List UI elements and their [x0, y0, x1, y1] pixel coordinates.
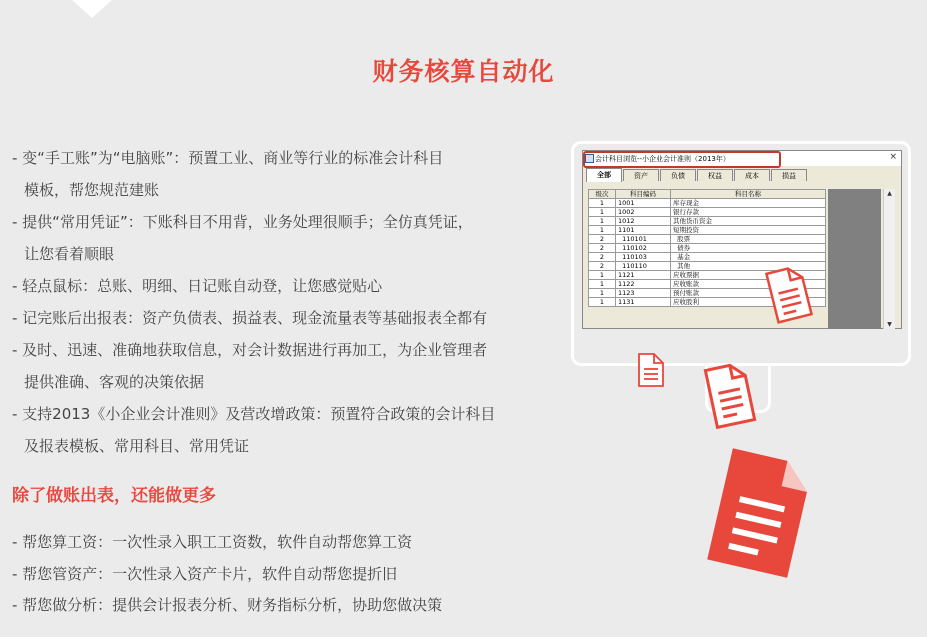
document-icon — [705, 448, 815, 578]
feature-list — [12, 142, 552, 462]
table-cell: 应收账款 — [671, 280, 826, 289]
feature-item — [12, 206, 552, 270]
tab-3[interactable]: 权益 — [697, 169, 733, 181]
table-cell: 基金 — [671, 253, 826, 262]
extra-feature-list — [12, 527, 442, 622]
document-icon — [764, 263, 814, 325]
feature-item — [12, 270, 552, 302]
column-header: 科目名称 — [671, 190, 826, 199]
app-window — [582, 150, 902, 329]
table-cell: 2 — [589, 235, 616, 244]
table-cell: 1 — [589, 226, 616, 235]
table-cell: 1123 — [616, 289, 671, 298]
table-cell: 其他 — [671, 262, 826, 271]
document-icon — [636, 352, 666, 388]
table-cell: 1002 — [616, 208, 671, 217]
table-cell: 1 — [589, 199, 616, 208]
table-cell: 110103 — [616, 253, 671, 262]
close-icon[interactable]: × — [889, 152, 897, 162]
title-highlight — [583, 151, 781, 168]
table-cell: 1 — [589, 271, 616, 280]
feature-item — [12, 302, 552, 334]
column-header: 科目编码 — [616, 190, 671, 199]
table-cell: 1 — [589, 298, 616, 307]
table-cell: 2 — [589, 244, 616, 253]
empty-panel — [828, 189, 881, 329]
table-cell: 股票 — [671, 235, 826, 244]
table-cell: 应收股利 — [671, 298, 826, 307]
feature-line: - 轻点鼠标：总账、明细、日记账自动登，让您感觉贴心 — [12, 277, 383, 295]
table-cell: 110102 — [616, 244, 671, 253]
table-cell: 1122 — [616, 280, 671, 289]
top-notch — [72, 0, 112, 18]
extra-feature-item: - 帮您管资产：一次性录入资产卡片，软件自动帮您提折旧 — [12, 564, 398, 583]
table-row[interactable] — [589, 244, 826, 253]
table-cell: 1131 — [616, 298, 671, 307]
feature-line: 让您看着顺眼 — [24, 245, 115, 263]
table-cell: 1121 — [616, 271, 671, 280]
window-title: 会计科目浏览--小企业会计准则（2013年） — [595, 155, 730, 163]
table-row[interactable] — [589, 226, 826, 235]
table-cell: 其他货币资金 — [671, 217, 826, 226]
table-cell: 1101 — [616, 226, 671, 235]
table-cell: 预付账款 — [671, 289, 826, 298]
feature-line: - 变“手工账”为“电脑账”：预置工业、商业等行业的标准会计科目 — [12, 149, 444, 167]
extra-feature-item: - 帮您做分析：提供会计报表分析、财务指标分析，协助您做决策 — [12, 596, 443, 614]
feature-line: - 支持2013《小企业会计准则》及营改增政策：预置符合政策的会计科目 — [12, 405, 496, 423]
table-cell: 110101 — [616, 235, 671, 244]
table-cell: 1 — [589, 289, 616, 298]
feature-line: 及报表模板、常用科目、常用凭证 — [24, 437, 250, 455]
scroll-down-icon[interactable]: ▼ — [887, 321, 892, 328]
feature-line: - 及时、迅速、准确地获取信息，对会计数据进行再加工，为企业管理者 — [12, 341, 488, 359]
feature-item — [12, 398, 552, 462]
table-cell: 库存现金 — [671, 199, 826, 208]
document-icon — [702, 360, 758, 430]
column-header: 级次 — [589, 190, 616, 199]
feature-item — [12, 142, 552, 206]
feature-line: - 记完账后出报表：资产负债表、损益表、现金流量表等基础报表全都有 — [12, 309, 488, 327]
vertical-scrollbar[interactable] — [883, 189, 895, 329]
table-cell: 短期投资 — [671, 226, 826, 235]
table-cell: 1001 — [616, 199, 671, 208]
table-cell: 1 — [589, 208, 616, 217]
feature-line: 模板，帮您规范建账 — [24, 181, 160, 199]
tab-4[interactable]: 成本 — [734, 169, 770, 181]
table-cell: 应收票据 — [671, 271, 826, 280]
table-row[interactable] — [589, 235, 826, 244]
tab-0[interactable]: 全部 — [586, 168, 622, 182]
feature-item — [12, 334, 552, 398]
page-title: 财务核算自动化 — [372, 57, 555, 86]
section-subheading: 除了做账出表，还能做更多 — [12, 486, 216, 506]
table-cell: 银行存款 — [671, 208, 826, 217]
tab-1[interactable]: 资产 — [623, 169, 659, 181]
table-cell: 债券 — [671, 244, 826, 253]
feature-line: 提供准确、客观的决策依据 — [24, 373, 205, 391]
table-cell: 2 — [589, 262, 616, 271]
scroll-up-icon[interactable]: ▲ — [887, 190, 892, 197]
tab-2[interactable]: 负债 — [660, 169, 696, 181]
feature-line: - 提供“常用凭证”：下账科目不用背，业务处理很顺手；全仿真凭证， — [12, 213, 473, 231]
table-cell: 2 — [589, 253, 616, 262]
table-row[interactable] — [589, 199, 826, 208]
table-row[interactable] — [589, 217, 826, 226]
table-cell: 1 — [589, 280, 616, 289]
table-cell: 1012 — [616, 217, 671, 226]
extra-feature-item: - 帮您算工资：一次性录入职工工资数，软件自动帮您算工资 — [12, 533, 413, 551]
table-row[interactable] — [589, 253, 826, 262]
table-row[interactable] — [589, 208, 826, 217]
table-cell: 110110 — [616, 262, 671, 271]
tab-5[interactable]: 损益 — [771, 169, 807, 181]
table-cell: 1 — [589, 217, 616, 226]
